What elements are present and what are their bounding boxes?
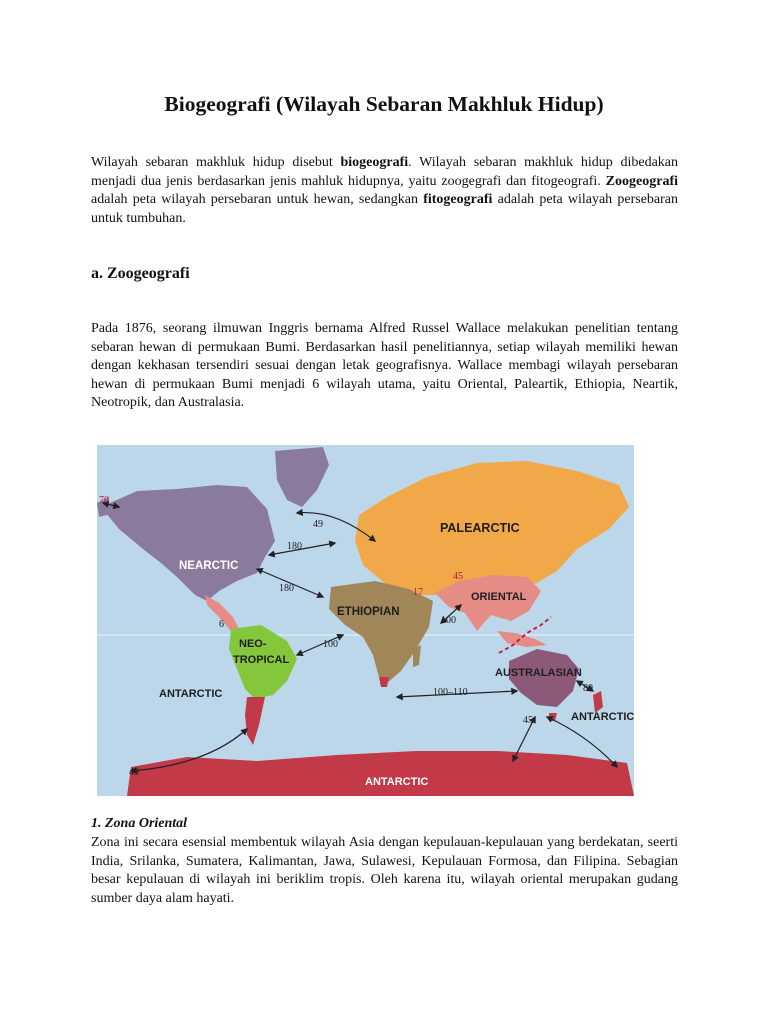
intro-text-4: adalah peta wilayah persebaran untuk tumbuhan. bbox=[91, 192, 679, 226]
subheading-zona-oriental: 1. Zona Oriental bbox=[91, 816, 188, 831]
num-100-a: 100 bbox=[441, 615, 456, 626]
label-oriental: ORIENTAL bbox=[471, 591, 527, 603]
num-80: 80 bbox=[583, 683, 593, 694]
num-49-bottom: 49 bbox=[129, 767, 139, 778]
num-49-top: 49 bbox=[313, 519, 323, 530]
page-title: Biogeografi (Wilayah Sebaran Makhluk Hidup) bbox=[164, 92, 604, 116]
label-antarctic-right: ANTARCTIC bbox=[571, 711, 634, 723]
label-neotropical-line2: TROPICAL bbox=[233, 654, 290, 666]
num-70: 70 bbox=[99, 495, 109, 506]
num-180-a: 180 bbox=[287, 541, 302, 552]
num-100-b: 100 bbox=[323, 639, 338, 650]
zoogeografi-paragraph: Pada 1876, seorang ilmuwan Inggris bernama Alfred Russel Wallace melakukan penelitian tentang sebaran hewan di permukaan Bumi. Berdasarkan hasil penelitiannya, setiap wilayah memiliki hewan dengan kekhasan tersendiri sesuai dengan letak geografisnya. Wallace membagi wilayah persebaran hewan di permukaan Bumi menjadi 6 wilayah utama, yaitu Oriental, Paleartik, Ethiopia, Neartik, Neotropik, dan Australasia. bbox=[91, 321, 678, 410]
section-heading-zoogeografi: a. Zoogeografi bbox=[91, 265, 190, 282]
intro-bold-zoogeografi: Zoogeografi bbox=[605, 173, 678, 189]
intro-text-1: Wilayah sebaran makhluk hidup disebut bbox=[91, 155, 341, 170]
zoogeography-map bbox=[97, 445, 634, 796]
num-6: 6 bbox=[219, 619, 224, 630]
label-antarctic-bottom: ANTARCTIC bbox=[365, 776, 429, 788]
num-180-b: 180 bbox=[279, 583, 294, 594]
label-antarctic-left: ANTARCTIC bbox=[159, 688, 223, 700]
label-neotropical-line1: NEO- bbox=[239, 638, 267, 650]
num-45-b: 45 bbox=[523, 715, 533, 726]
label-nearctic: NEARCTIC bbox=[179, 560, 239, 572]
num-17: 17 bbox=[413, 587, 423, 598]
intro-paragraph bbox=[91, 154, 678, 228]
label-ethiopian: ETHIOPIAN bbox=[337, 606, 400, 618]
intro-text-3: adalah peta wilayah persebaran untuk hewan, sedangkan bbox=[91, 192, 424, 207]
num-45-a: 45 bbox=[453, 571, 463, 582]
label-palearctic: PALEARCTIC bbox=[440, 521, 520, 535]
oriental-paragraph: Zona ini secara esensial membentuk wilayah Asia dengan kepulauan-kepulauan yang berdekatan, seerti India, Srilanka, Sumatera, Kalimantan, Jawa, Sulawesi, Kepulauan Formosa, dan Filipina. Sebagian besar kepulauan di wilayah ini beriklim tropis. Oleh karena itu, wilayah oriental merupakan gudang sumber daya alam hayati. bbox=[91, 835, 678, 906]
label-australasian: AUSTRALASIAN bbox=[495, 667, 582, 679]
intro-bold-biogeografi: biogeografi bbox=[340, 155, 409, 170]
num-100-110: 100–110 bbox=[433, 687, 468, 698]
intro-text-2: . Wilayah sebaran makhluk hidup dibedakan menjadi dua jenis berdasarkan jenis mahluk hidupnya, yaitu zoogegrafi dan fitogeografi. bbox=[91, 155, 678, 189]
intro-bold-fitogeografi: fitogeografi bbox=[423, 192, 493, 207]
